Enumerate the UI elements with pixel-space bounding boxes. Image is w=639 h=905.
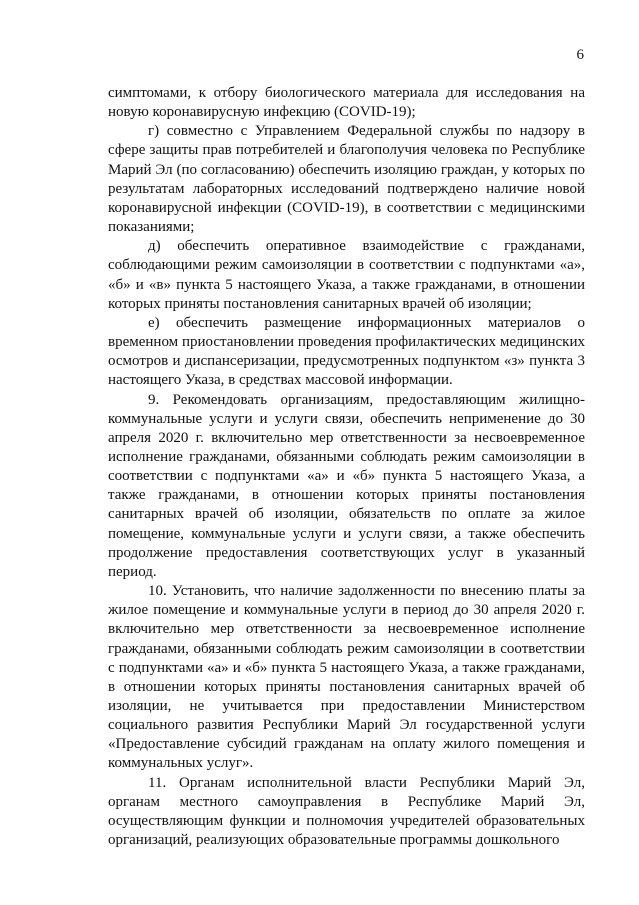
paragraph-continuation: симптомами, к отбору биологического материала для исследования на новую коронавирусную инфекцию (COVID-19);	[108, 85, 585, 121]
paragraph-item-d: д) обеспечить оперативное взаимодействие с гражданами, соблюдающими режим самоизоляции в соответствии с подпунктами «а», «б» и «в» пункта 5 настоящего Указа, а также гражданами, в отношении которых приняты постановления санитарных врачей об изоляции;	[108, 238, 585, 312]
paragraph-11: 11. Органам исполнительной власти Республики Марий Эл, органам местного самоуправления в Республике Марий Эл, осуществляющим функции и полномочия учредителей образовательных организаций, реализующих образовательные программы дошкольного	[108, 774, 585, 849]
paragraph-9: 9. Рекомендовать организациям, предоставляющим жилищно-коммунальные услуги и услуги связи, обеспечить неприменение до 30 апреля 2020 г. включительно мер ответственности за несвоевременное исполнение гражданами, обязанными соблюдать режим самоизоляции в соответствии с подпунктами «а» и «б» пункта 5 настоящего Указа, а также гражданами, в отношении которых приняты постановления санитарных врачей об изоляции, обязательств по оплате за жилое помещение, коммунальные услуги и услуги связи, а также обеспечить продолжение предоставления соответствующих услуг в указанный период.	[108, 391, 585, 580]
page-number: 6	[576, 47, 584, 63]
paragraph-10: 10. Установить, что наличие задолженности по внесению платы за жилое помещение и коммунальные услуги в период до 30 апреля 2020 г. включительно мер ответственности за несвоевременное исполнение гражданами, обязанными соблюдать режим самоизоляции в соответствии с подпунктами «а» и «б» пункта 5 настоящего Указа, а также гражданами, в отношении которых приняты постановления санитарных врачей об изоляции, не учитывается при предоставлении Министерством социального развития Республики Марий Эл государственной услуги «Предоставление субсидий гражданам на оплату жилого помещения и коммунальных услуг».	[108, 583, 585, 772]
paragraph-item-g: г) совместно с Управлением Федеральной службы по надзору в сфере защиты прав потребителей и благополучия человека по Республике Марий Эл (по согласованию) обеспечить изоляцию граждан, у которых по результатам лабораторных исследований подтверждено наличие новой коронавирусной инфекции (COVID-19), в соответствии с медицинскими показаниями;	[108, 123, 585, 236]
paragraph-item-e: е) обеспечить размещение информационных материалов о временном приостановлении проведения профилактических медицинских осмотров и диспансеризации, предусмотренных подпунктом «з» пункта 3 настоящего Указа, в средствах массовой информации.	[108, 314, 585, 389]
document-body	[108, 84, 585, 850]
